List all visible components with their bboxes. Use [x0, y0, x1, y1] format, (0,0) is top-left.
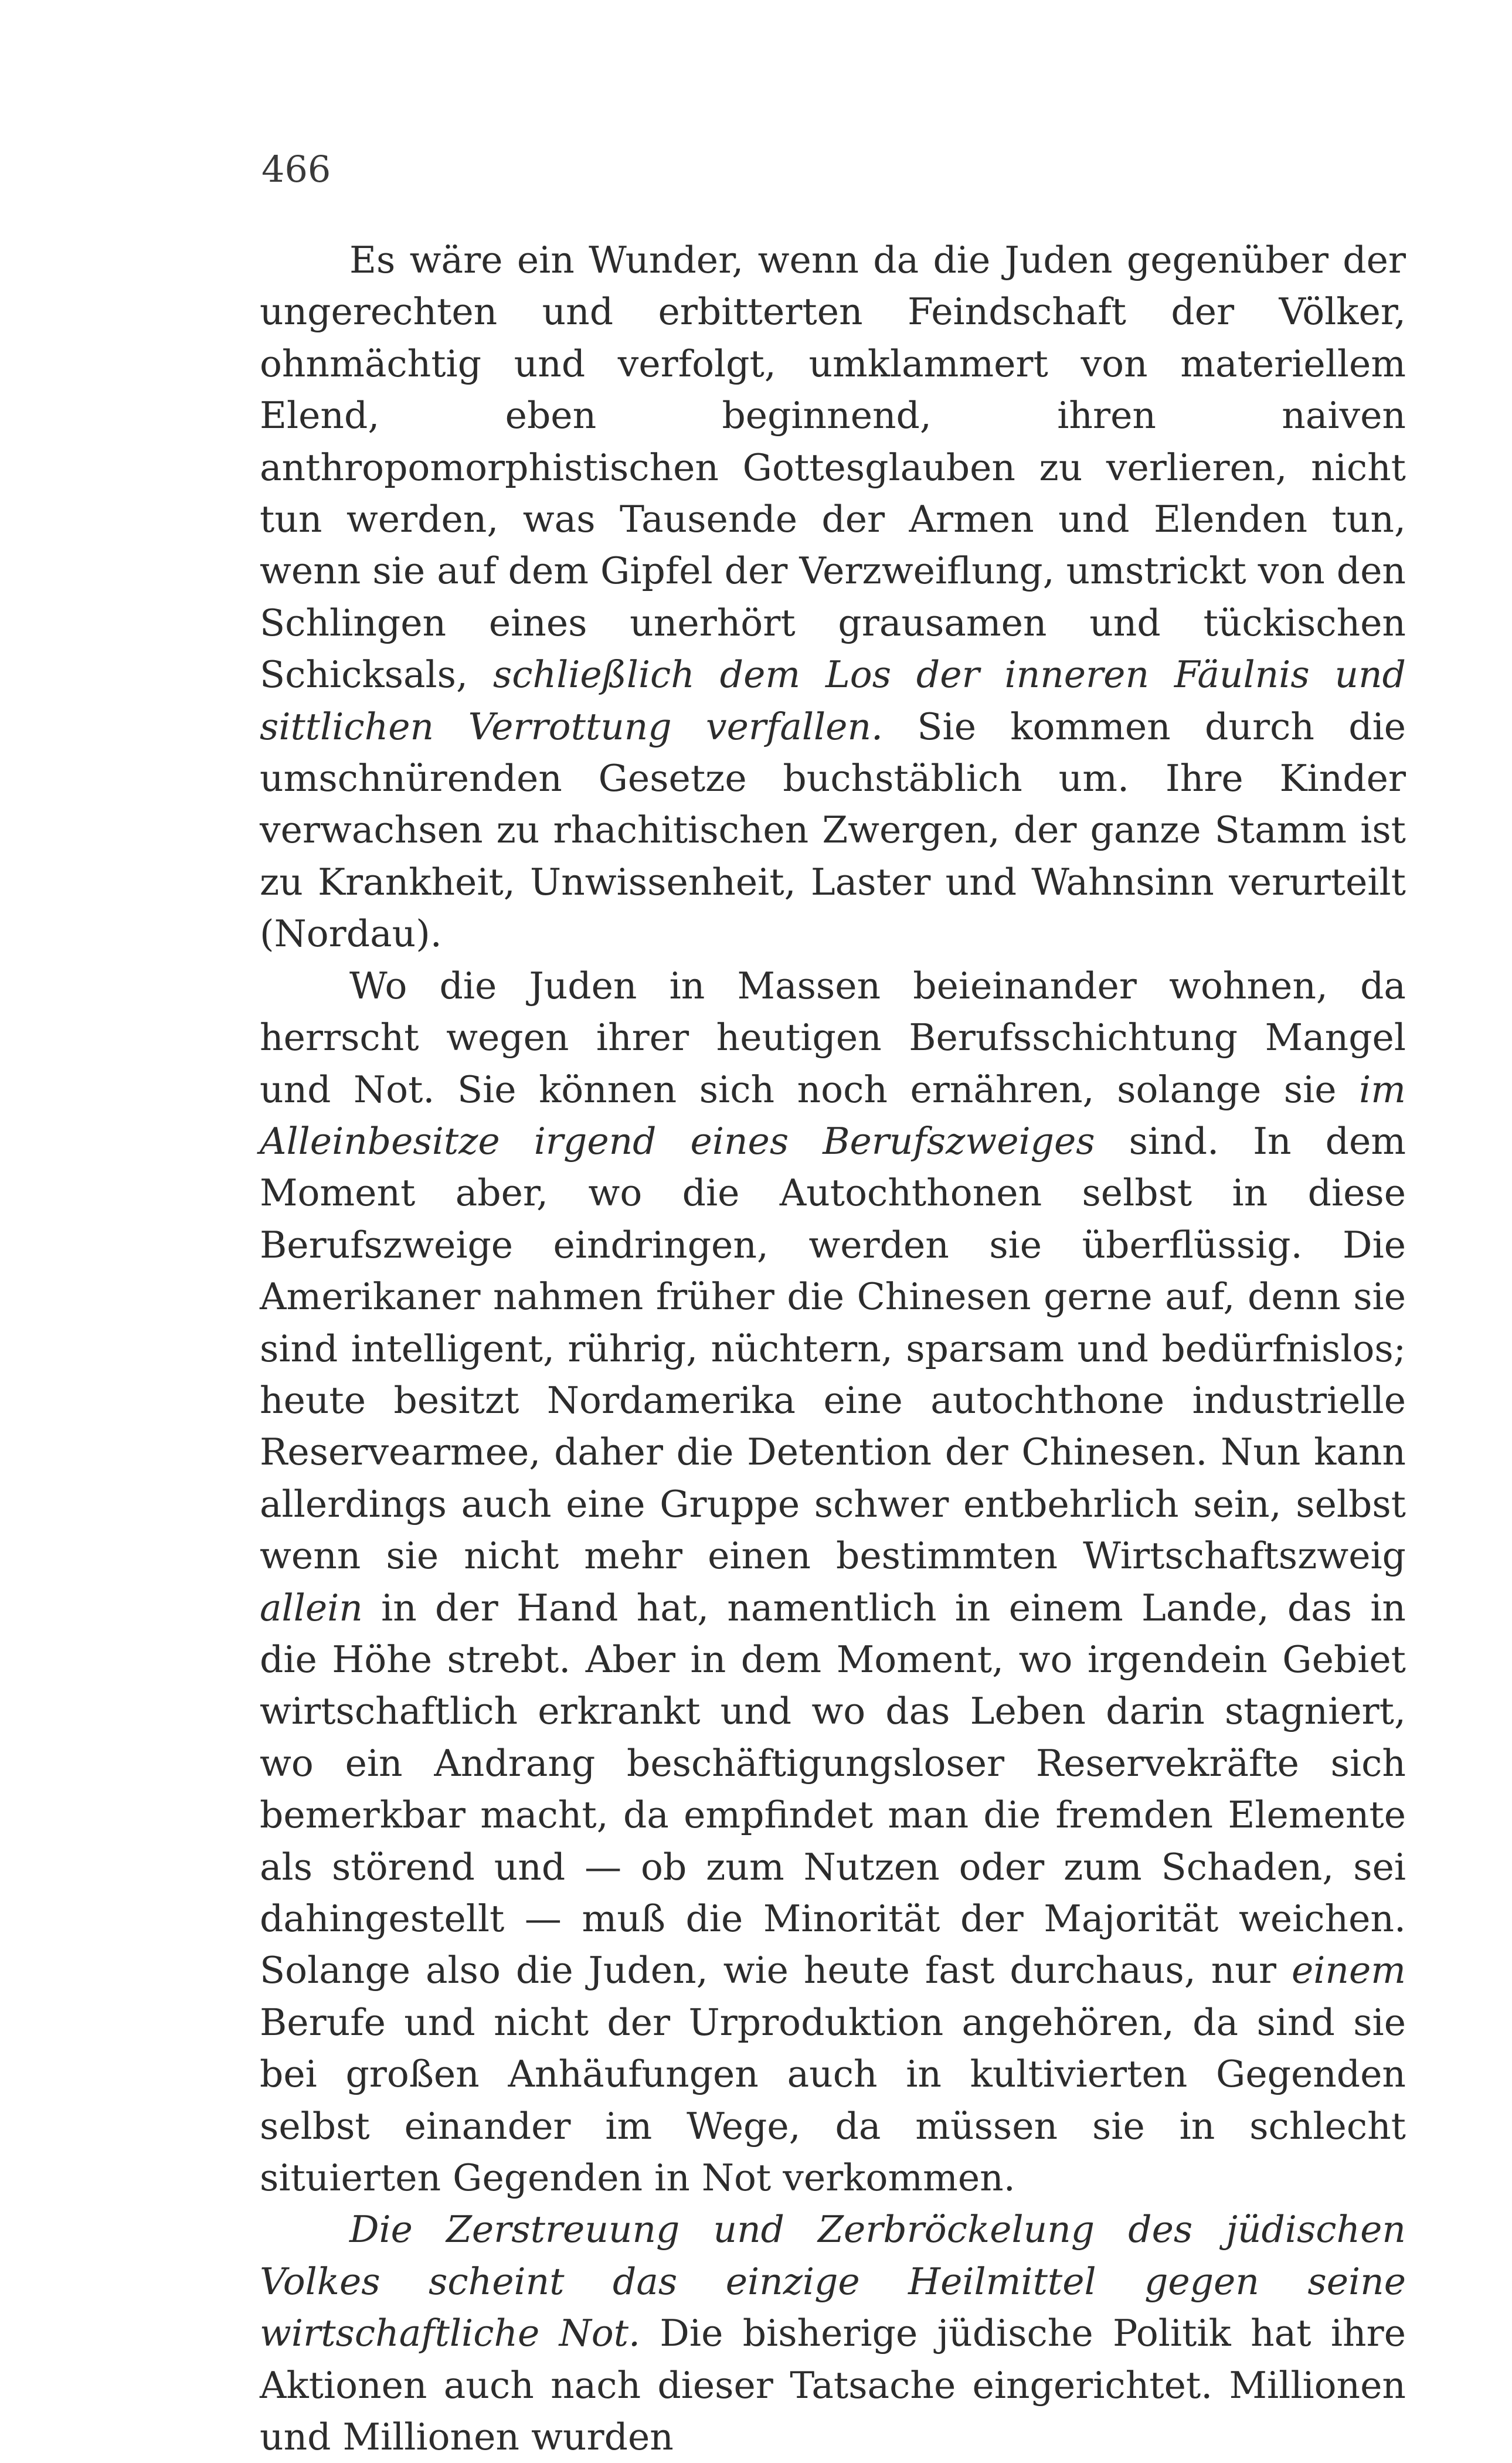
paragraph-2 — [260, 960, 1406, 2204]
text-run: in der Hand hat, namentlich in einem Lande, das in die Höhe strebt. Aber in dem Moment, wo irgendein Gebiet wirtschaftlich erkrankt und wo das Leben darin stagniert, wo ein Andrang beschäftigungsloser Reservekräfte sich bemerkbar macht, da empfindet man die fremden Elemente als störend und — ob zum Nutzen oder zum Schaden, sei dahingestellt — muß die Minorität der Majorität weichen. Solange also die Juden, wie heute fast durchaus, nur — [260, 1586, 1406, 1992]
italic-run: allein — [260, 1586, 363, 1629]
italic-run: schließlich dem Los der inneren Fäulnis und sittlichen Verrottung verfallen. — [260, 653, 1406, 748]
body-text — [260, 235, 1406, 2463]
text-run: Es wäre ein Wunder, wenn da die Juden gegenüber der ungerechten und erbitterten Feindschaft der Völker, ohnmächtig und verfolgt, umklammert von materiellem Elend, eben beginnend, ihren naiven anthropomorphistischen Gottesglauben zu verlieren, nicht tun werden, was Tausende der Armen und Elenden tun, wenn sie auf dem Gipfel der Verzweiflung, umstrickt von den Schlingen eines unerhört grausamen und tückischen Schicksals, — [260, 239, 1406, 697]
text-run: sind. In dem Moment aber, wo die Autochthonen selbst in diese Berufszweige eindringen, werden sie überflüssig. Die Amerikaner nahmen früher die Chinesen gerne auf, denn sie sind intelligent, rührig, nüchtern, sparsam und bedürfnislos; heute besitzt Nordamerika eine autochthone industrielle Reservearmee, daher die Detention der Chinesen. Nun kann allerdings auch eine Gruppe schwer entbehrlich sein, selbst wenn sie nicht mehr einen bestimmten Wirtschaftszweig — [260, 1119, 1406, 1578]
page-number: 466 — [261, 148, 331, 191]
text-run: Wo die Juden in Massen beieinander wohnen, da herrscht wegen ihrer heutigen Berufsschichtung Mangel und Not. Sie können sich noch ernähren, solange sie — [260, 964, 1406, 1111]
paragraph-1 — [260, 235, 1406, 960]
text-run: Berufe und nicht der Urproduktion angehören, da sind sie bei großen Anhäufungen auch in kultivierten Gegenden selbst einander im Wege, da müssen sie in schlecht situierten Gegenden in Not verkommen. — [260, 2000, 1406, 2200]
text-run: Die bisherige jüdische Politik hat ihre Aktionen auch nach dieser Tatsache eingerichtet. Millionen und Millionen wurden — [260, 2312, 1406, 2459]
italic-run: im Alleinbesitze irgend eines Berufszweiges — [260, 1068, 1406, 1163]
text-run: Sie kommen durch die umschnürenden Gesetze buchstäblich um. Ihre Kinder verwachsen zu rhachitischen Zwergen, der ganze Stamm ist zu Krankheit, Unwissenheit, Laster und Wahnsinn verurteilt (Nordau). — [260, 705, 1406, 956]
italic-run: Die Zerstreuung und Zerbröckelung des jüdischen Volkes scheint das einzige Heilmittel gegen seine wirtschaftliche Not. — [260, 2208, 1406, 2355]
italic-run: einem — [1291, 1949, 1406, 1992]
paragraph-3 — [260, 2204, 1406, 2463]
